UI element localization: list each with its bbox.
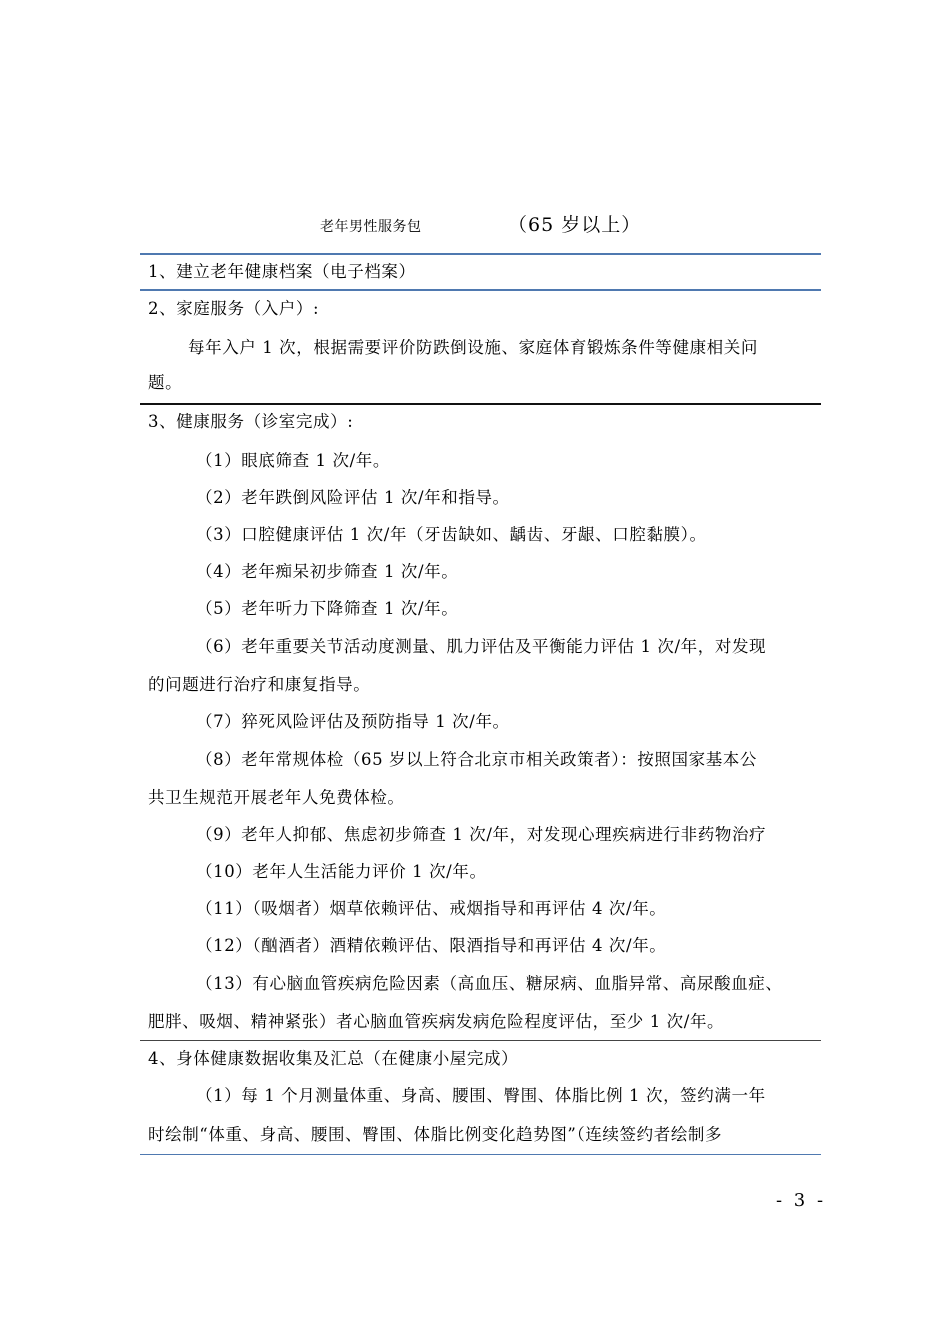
section-3-item: （3）口腔健康评估 1 次/年（牙齿缺如、龋齿、牙龈、口腔黏膜）。 [196,525,707,544]
section-3-item: （6）老年重要关节活动度测量、肌力评估及平衡能力评估 1 次/年，对发现 [196,637,767,656]
title-row [0,210,950,240]
divider-3 [140,1040,821,1041]
section-1-heading: 1、建立老年健康档案（电子档案） [148,262,416,281]
section-3-item: （2）老年跌倒风险评估 1 次/年和指导。 [196,488,510,507]
section-3-item: （10）老年人生活能力评价 1 次/年。 [196,862,487,881]
section-3-heading: 3、健康服务（诊室完成）: [148,412,354,431]
section-3-item: （13）有心脑血管疾病危险因素（高血压、糖尿病、血脂异常、高尿酸血症、 [196,974,783,993]
page-subtitle: （65 岁以上） [508,214,642,236]
section-4-body-line-2: 时绘制“体重、身高、腰围、臀围、体脂比例变化趋势图”（连续签约者绘制多 [148,1125,723,1144]
section-3-item: （1）眼底筛查 1 次/年。 [196,451,390,470]
section-3-item: （9）老年人抑郁、焦虑初步筛查 1 次/年，对发现心理疾病进行非药物治疗 [196,825,767,844]
section-2-body-line-1: 每年入户 1 次，根据需要评价防跌倒设施、家庭体育锻炼条件等健康相关问 [188,338,758,357]
divider-2 [140,403,821,405]
section-3-item: （4）老年痴呆初步筛查 1 次/年。 [196,562,459,581]
section-3-item: （12）（酗酒者）酒精依赖评估、限酒指导和再评估 4 次/年。 [196,936,667,955]
page-number: - 3 - [776,1190,827,1211]
divider-bottom [140,1154,821,1155]
section-4-heading: 4、身体健康数据收集及汇总（在健康小屋完成） [148,1049,519,1068]
section-3-item: （8）老年常规体检（65 岁以上符合北京市相关政策者）：按照国家基本公 [196,750,757,769]
divider-top [140,253,821,255]
section-3-item: （7）猝死风险评估及预防指导 1 次/年。 [196,712,510,731]
section-2-heading: 2、家庭服务（入户）: [148,299,320,318]
section-2-body-line-2: 题。 [148,373,183,392]
page-title: 老年男性服务包 [320,219,422,235]
section-3-item: （11）（吸烟者）烟草依赖评估、戒烟指导和再评估 4 次/年。 [196,899,667,918]
section-3-item-continued: 共卫生规范开展老年人免费体检。 [148,788,405,807]
divider-1 [140,289,821,291]
section-4-body-line-1: （1）每 1 个月测量体重、身高、腰围、臀围、体脂比例 1 次，签约满一年 [196,1086,766,1105]
section-3-item: （5）老年听力下降筛查 1 次/年。 [196,599,459,618]
section-3-item-continued: 的问题进行治疗和康复指导。 [148,675,371,694]
section-3-item-continued: 肥胖、吸烟、精神紧张）者心脑血管疾病发病危险程度评估，至少 1 次/年。 [148,1012,725,1031]
